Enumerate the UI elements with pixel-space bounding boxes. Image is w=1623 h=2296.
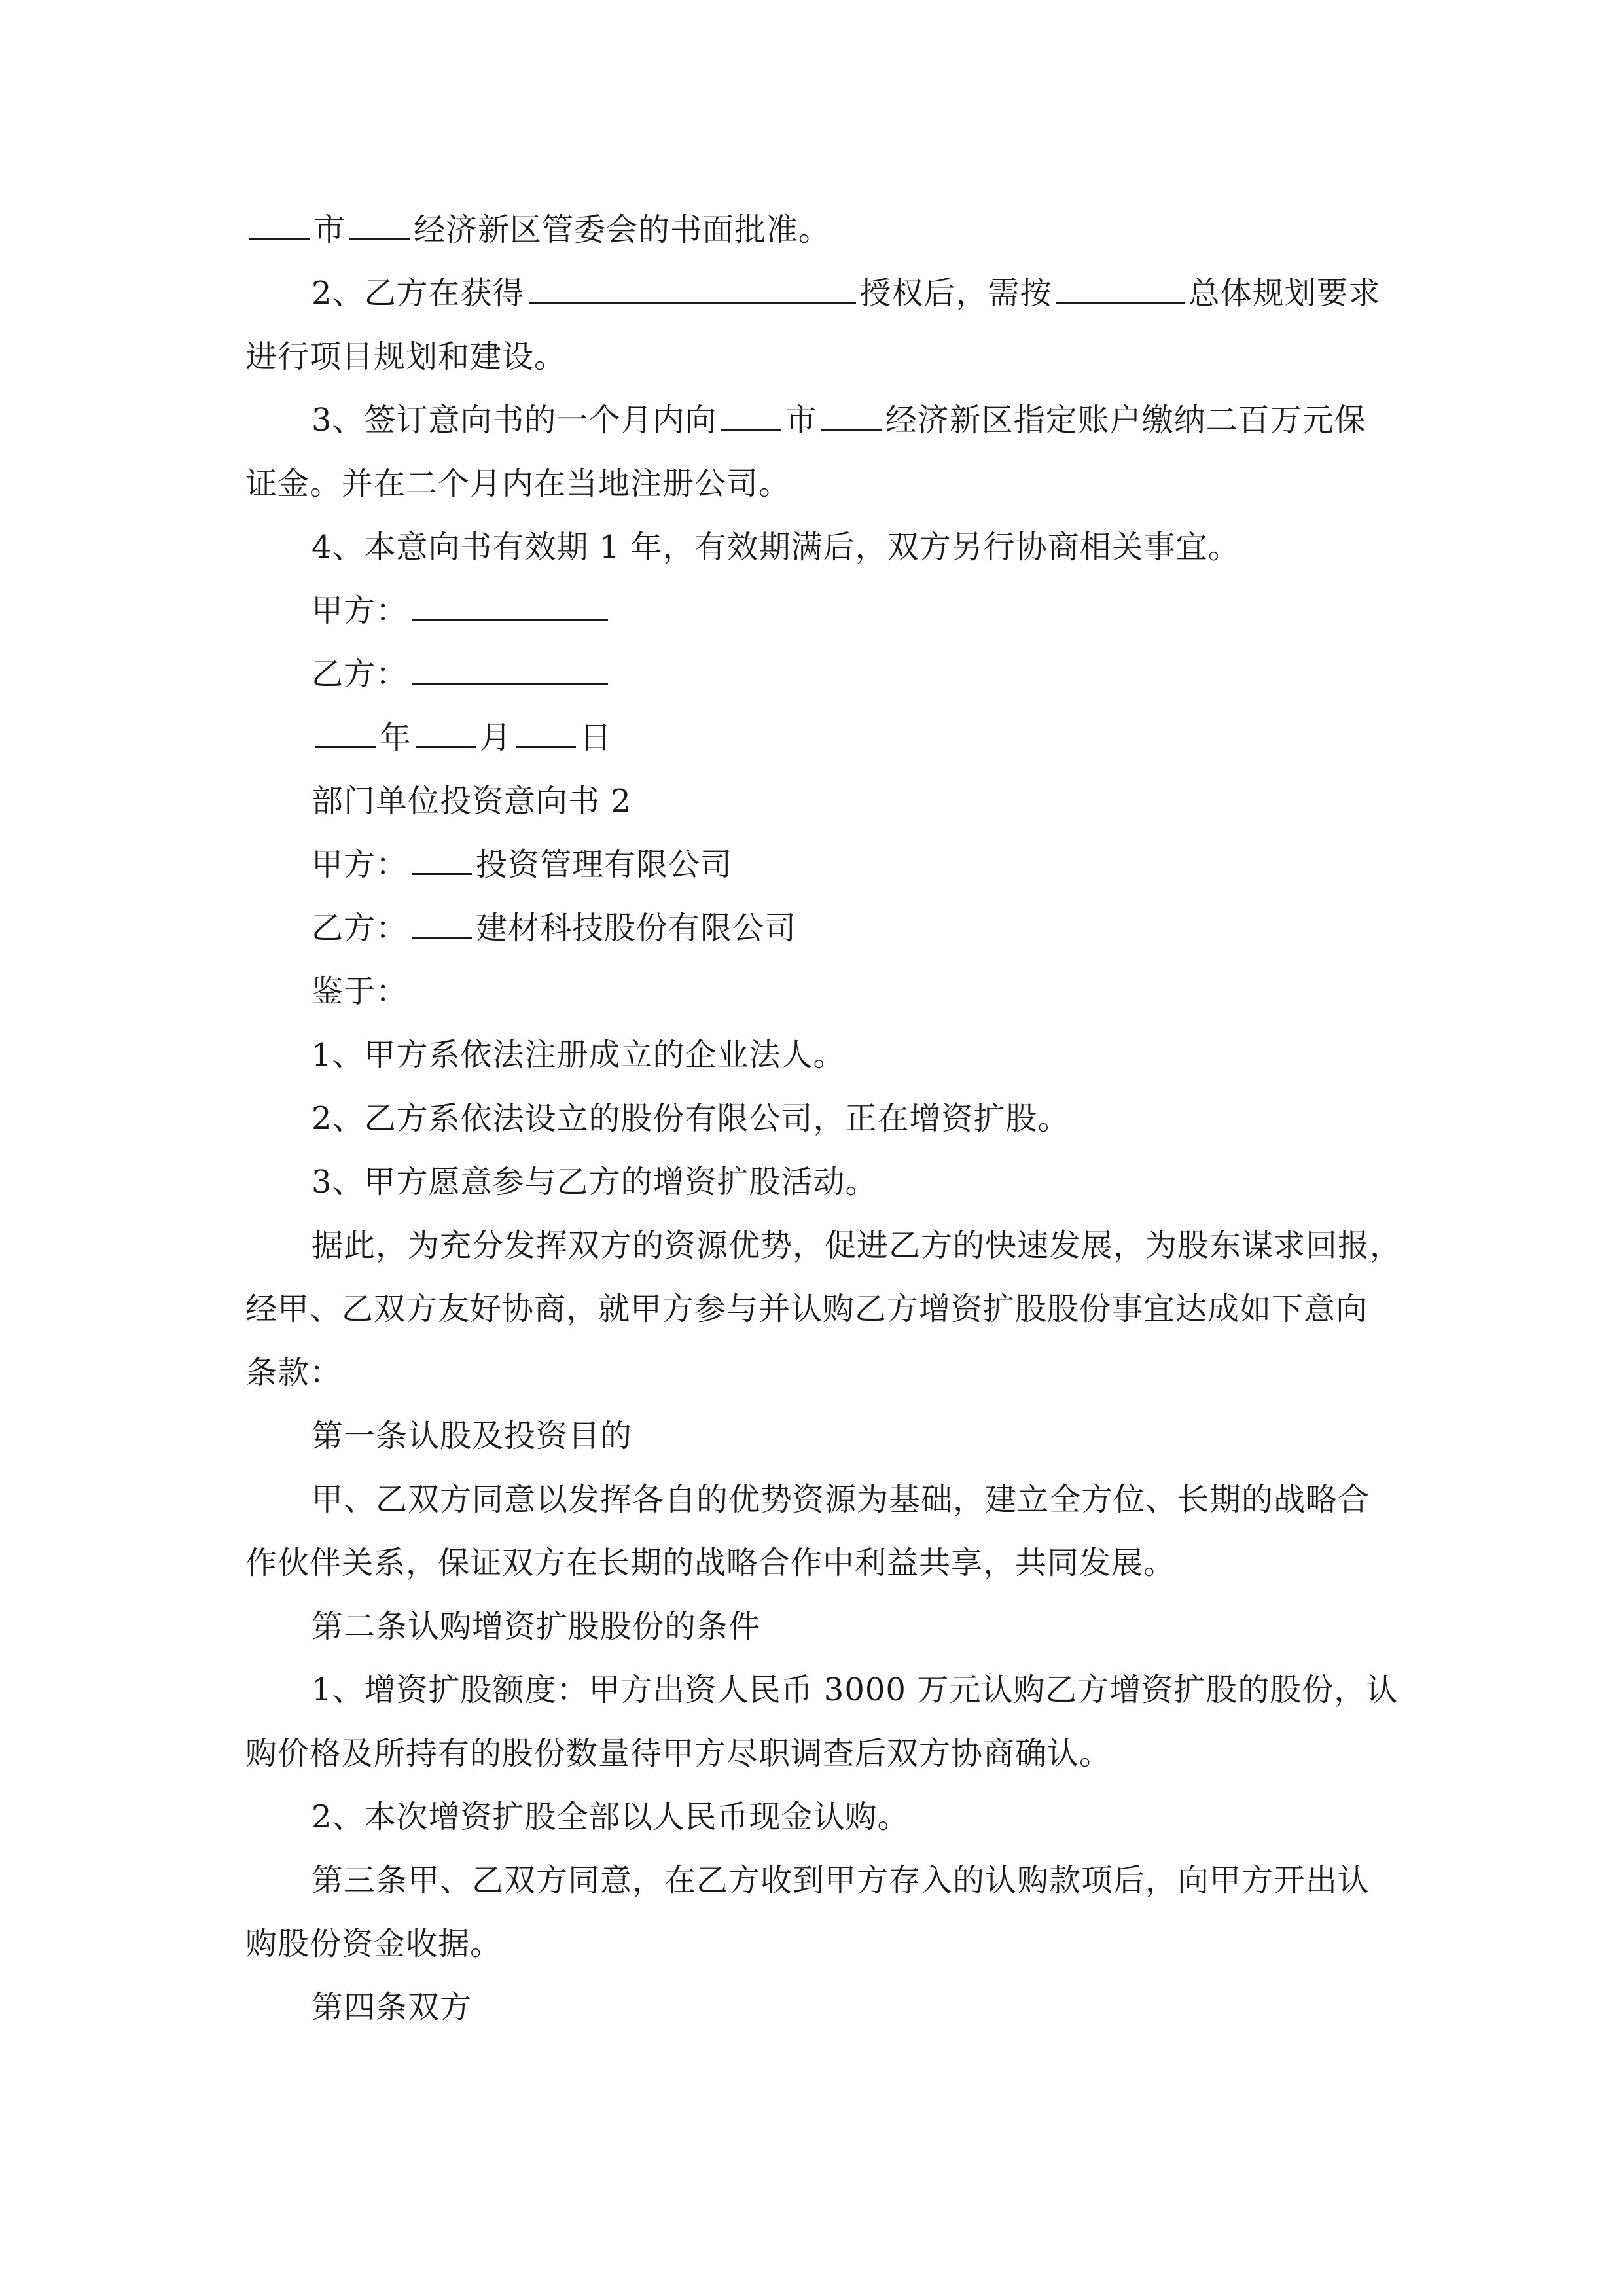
article-heading: 第一条认股及投资目的 bbox=[312, 1418, 633, 1454]
fill-blank bbox=[1056, 273, 1185, 304]
document-title: 部门单位投资意向书 2 bbox=[312, 783, 632, 819]
paragraph-line: 条款： bbox=[245, 1354, 342, 1391]
recital-item: 1、甲方系依法注册成立的企业法人。 bbox=[312, 1037, 846, 1073]
text-line: 进行项目规划和建设。 bbox=[245, 338, 567, 375]
fill-blank bbox=[412, 654, 608, 685]
fill-blank bbox=[416, 717, 476, 748]
text-segment: 2、乙方在获得 bbox=[312, 275, 525, 312]
fill-blank bbox=[349, 209, 410, 240]
text-segment: 总体规划要求 bbox=[1188, 275, 1381, 312]
party-name: 建材科技股份有限公司 bbox=[476, 910, 797, 946]
signature-line-party-b bbox=[0, 642, 1623, 706]
text-line bbox=[0, 261, 1623, 325]
paragraph-line: 购股份资金收据。 bbox=[245, 1926, 503, 1962]
text-segment: 市 bbox=[785, 402, 817, 439]
fill-blank bbox=[249, 209, 310, 240]
fill-blank bbox=[412, 844, 472, 875]
text-line bbox=[0, 198, 1623, 262]
text-line bbox=[0, 388, 1623, 452]
article-heading: 第二条认购增资扩股股份的条件 bbox=[312, 1608, 761, 1645]
whereas-heading: 鉴于： bbox=[312, 973, 408, 1010]
text-segment: 市 bbox=[313, 211, 346, 248]
text-line: 4、本意向书有效期 1 年，有效期满后，双方另行协商相关事宜。 bbox=[312, 529, 1240, 565]
paragraph-line: 1、增资扩股额度：甲方出资人民币 3000 万元认购乙方增资扩股的股份，认 bbox=[312, 1672, 1399, 1708]
paragraph-line: 经甲、乙双方友好协商，就甲方参与并认购乙方增资扩股股份事宜达成如下意向 bbox=[245, 1291, 1368, 1327]
fill-blank bbox=[721, 400, 781, 431]
fill-blank bbox=[516, 717, 576, 748]
fill-blank bbox=[529, 273, 856, 304]
date-month-label: 月 bbox=[480, 719, 512, 756]
paragraph-line: 作伙伴关系，保证双方在长期的战略合作中利益共享，共同发展。 bbox=[245, 1545, 1176, 1581]
fill-blank bbox=[412, 590, 608, 621]
text-line: 证金。并在二个月内在当地注册公司。 bbox=[245, 465, 791, 502]
party-label: 乙方： bbox=[312, 910, 408, 946]
paragraph-line: 甲、乙双方同意以发挥各自的优势资源为基础，建立全方位、长期的战略合 bbox=[312, 1481, 1370, 1518]
paragraph-line: 购价格及所持有的股份数量待甲方尽职调查后双方协商确认。 bbox=[245, 1735, 1112, 1772]
signature-label: 乙方： bbox=[312, 656, 408, 692]
recital-item: 3、甲方愿意参与乙方的增资扩股活动。 bbox=[312, 1164, 878, 1200]
paragraph-line: 第三条甲、乙双方同意，在乙方收到甲方存入的认购款项后，向甲方开出认 bbox=[312, 1862, 1370, 1899]
text-segment: 授权后，需按 bbox=[859, 275, 1052, 312]
recital-item: 2、乙方系依法设立的股份有限公司，正在增资扩股。 bbox=[312, 1100, 1070, 1137]
date-year-label: 年 bbox=[380, 719, 412, 756]
fill-blank bbox=[412, 908, 472, 939]
party-a-line bbox=[0, 833, 1623, 897]
signature-label: 甲方： bbox=[312, 592, 408, 629]
article-heading: 第四条双方 bbox=[312, 1989, 473, 2026]
fill-blank bbox=[315, 717, 376, 748]
text-segment: 经济新区管委会的书面批准。 bbox=[414, 211, 831, 248]
date-line bbox=[0, 706, 1623, 770]
text-segment: 3、签订意向书的一个月内向 bbox=[312, 402, 717, 439]
paragraph-line: 据此，为充分发挥双方的资源优势，促进乙方的快速发展，为股东谋求回报， bbox=[312, 1227, 1402, 1264]
party-name: 投资管理有限公司 bbox=[476, 846, 733, 883]
text-segment: 经济新区指定账户缴纳二百万元保 bbox=[885, 402, 1366, 439]
party-b-line bbox=[0, 896, 1623, 960]
signature-line-party-a bbox=[0, 579, 1623, 643]
paragraph-line: 2、本次增资扩股全部以人民币现金认购。 bbox=[312, 1799, 910, 1835]
fill-blank bbox=[821, 400, 882, 431]
date-day-label: 日 bbox=[580, 719, 613, 756]
party-label: 甲方： bbox=[312, 846, 408, 883]
